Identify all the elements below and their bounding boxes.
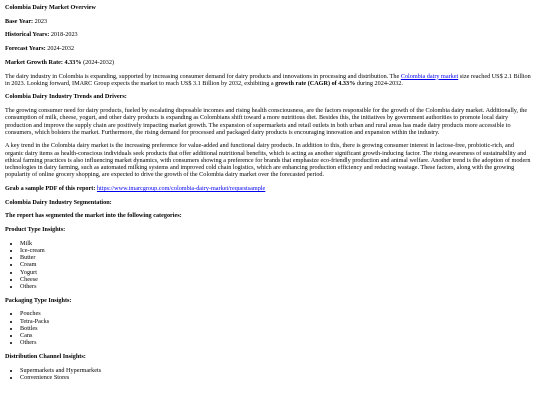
historical-years-field [5, 31, 533, 38]
field-label: Base Year: [5, 17, 34, 25]
intro-text: The dairy industry in Colombia is expanding, supported by increasing consumer demand for dairy products and innovations in processing and distribution. The [5, 72, 401, 80]
sample-request-link[interactable]: https://www.imarcgroup.com/colombia-dairy-market/requestsample [96, 184, 266, 192]
segment-list [5, 367, 533, 381]
field-label: Market Growth Rate: 4.33% [5, 58, 82, 66]
forecast-years-field [5, 45, 533, 52]
list-item: • Yogurt [20, 269, 533, 276]
list-item: • Milk [20, 240, 533, 247]
sample-request-line [5, 185, 533, 192]
segment-list [5, 240, 533, 290]
segment-group-heading: Product Type Insights: [5, 226, 66, 234]
list-item: • Cheese [20, 276, 533, 283]
intro-paragraph [5, 73, 533, 87]
list-item: • Cans [20, 332, 533, 339]
field-value: (2024-2032) [81, 58, 115, 66]
list-item: • Pouches [20, 310, 533, 317]
segment-list [5, 310, 533, 346]
list-item: • Others [20, 339, 533, 346]
field-value: 2024-2032 [45, 45, 75, 53]
list-item: • Convenience Stores [20, 374, 533, 381]
list-item: • Cream [20, 261, 533, 268]
field-value: 2018-2023 [49, 31, 78, 39]
base-year-field [5, 18, 533, 25]
intro-text: size reached US$ 2.1 Billion in 2023. Looking forward, IMARC Group expects the market to reach US$ 3.1 Billion by 2032, exhibiting a [5, 72, 531, 87]
intro-text: during 2024-2032. [355, 79, 403, 87]
segmentation-intro: The report has segmented the market into the following categories: [5, 212, 182, 220]
sample-label: Grab a sample PDF of this report: [5, 184, 96, 192]
cagr-highlight: growth rate (CAGR) of 4.33% [275, 79, 356, 87]
segment-group-heading: Packaging Type Insights: [5, 296, 72, 304]
trends-heading: Colombia Dairy Industry Trends and Drivers: [5, 93, 127, 101]
growth-rate-field [5, 59, 533, 66]
field-label: Forecast Years: [5, 45, 46, 53]
field-label: Historical Years: [5, 31, 50, 39]
list-item: • Tetra-Packs [20, 318, 533, 325]
list-item: • Supermarkets and Hypermarkets [20, 367, 533, 374]
trends-paragraph-1: The growing consumer need for dairy products, fueled by escalating disposable incomes and rising health consciousness, are the factors responsible for the growth of the Colombia dairy market. Additionally, the consumption of milk, cheese, yogurt, and other dairy products is expanding as Colombians shift toward a more nutritious diet. Besides this, the initiatives by government authorities to promote local dairy production and improve the supply chain are positively impacting market growth. The expansion of supermarkets and retail outlets in both urban and rural areas has made dairy products more accessible to consumers, which bolsters the market. Furthermore, the rising demand for processed and packaged dairy products is encouraging innovation and expansion within the industry. [5, 107, 528, 136]
list-item: • Butter [20, 254, 533, 261]
trends-paragraph-2: A key trend in the Colombia dairy market is the increasing preference for value-added and functional dairy products. In addition to this, there is growing consumer interest in lactose-free, probiotic-rich, and organic dairy items as health-conscious individuals seek products that offer additional nutritional benefits, which is acting as another significant growth-inducing factor. The rising awareness of sustainability and ethical farming practices is also influencing market dynamics, with consumers showing a preference for brands that emphasize eco-friendly production and animal welfare. Another trend is the adoption of modern technologies in dairy farming, such as automated milking systems and improved cold chain logistics, which are enhancing production efficiency and reducing wastage. These factors, along with the growing popularity of online grocery shopping, are expected to drive the growth of the Colombia dairy market over the forecasted period. [5, 142, 531, 179]
list-item: • Others [20, 283, 533, 290]
list-item: • Bottles [20, 325, 533, 332]
segment-group-heading: Distribution Channel Insights: [5, 352, 86, 360]
segmentation-heading: Colombia Dairy Industry Segmentation: [5, 198, 112, 206]
field-value: 2023 [33, 17, 48, 25]
segmentation-groups [5, 226, 533, 381]
colombia-dairy-market-link[interactable]: Colombia dairy market [400, 72, 459, 80]
list-item: • Ice-cream [20, 247, 533, 254]
page-title: Colombia Dairy Market Overview [5, 4, 96, 11]
